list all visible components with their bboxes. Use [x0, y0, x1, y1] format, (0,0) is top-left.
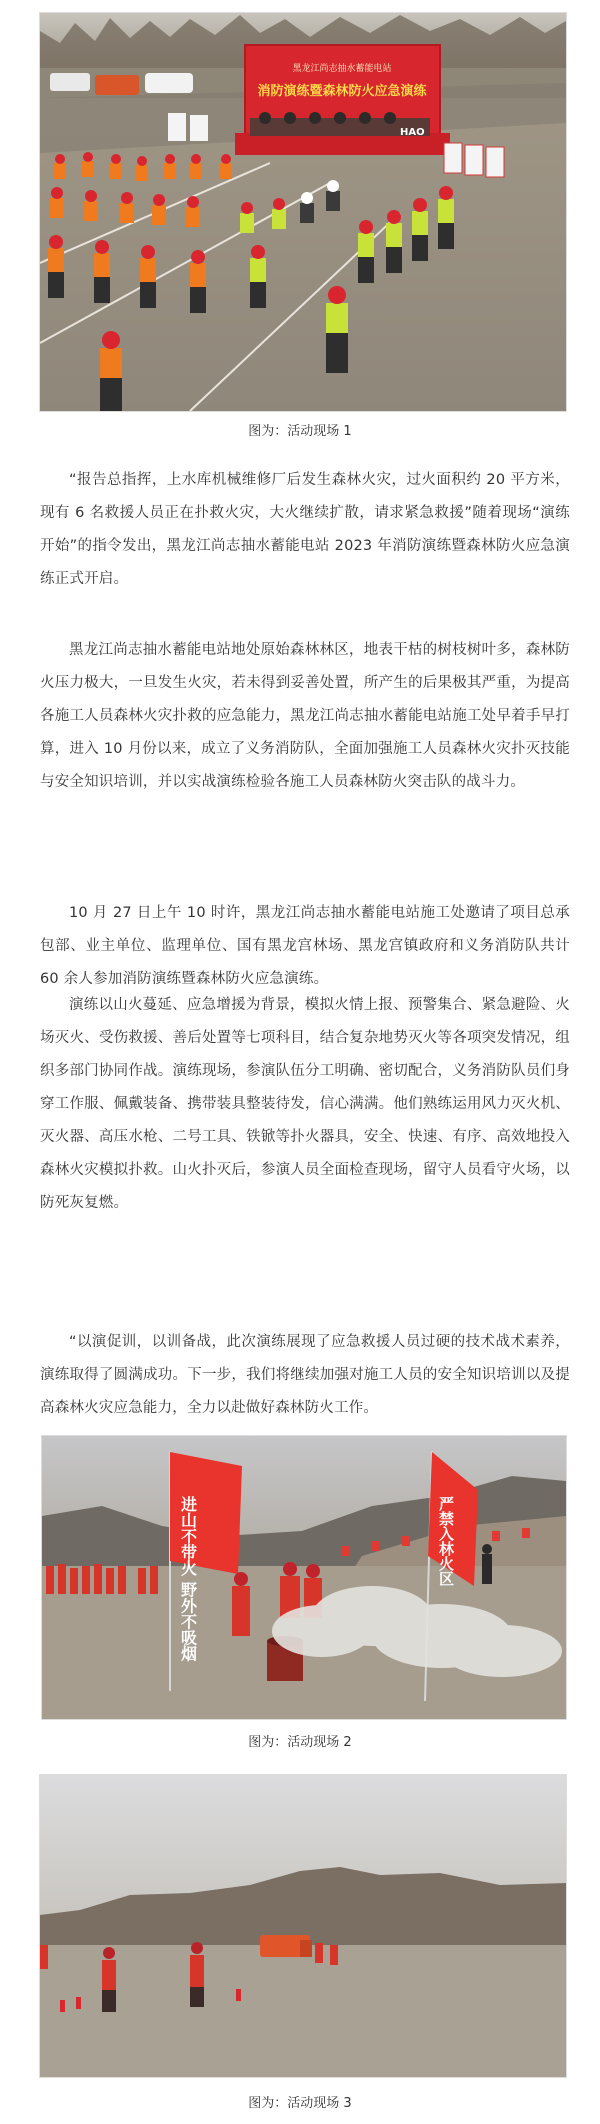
photo-1-caption: 图为：活动现场 1: [248, 424, 352, 439]
paragraph-drill-content: 演练以山火蔓延、应急增援为背景，模拟火情上报、预警集合、紧急避险、火场灭火、受伤救援、善后处置等七项科目，结合复杂地势灭火等各项突发情况，组织多部门协同作战。演练现场，参演队伍分工明确、密切配合，义务消防队员们身穿工作服、佩戴装备、携带装具整装待发，信心满满。他们熟练运用风力灭火机、灭火器、高压水枪、二号工具、铁锨等扑火器具，安全、快速、有序、高效地投入森林火灾模拟扑救。山火扑灭后，参演人员全面检查现场，留守人员看守火场，以防死灰复燃。: [40, 997, 570, 1211]
photo-2-illustration: [42, 1436, 566, 1719]
photo-2-caption: 图为：活动现场 2: [248, 1735, 352, 1750]
photo-1-illustration: [40, 13, 566, 411]
banner-title-line2: 消防演练暨森林防火应急演练: [257, 84, 427, 99]
banner-title-line1: 黑龙江尚志抽水蓄能电站: [292, 64, 392, 74]
photo-activity-scene-1: [39, 12, 567, 412]
stage-sign: HAO: [400, 127, 425, 138]
photo-3-caption: 图为：活动现场 3: [248, 2096, 352, 2111]
flag-left-slogan: 进山不带火 野外不吸烟: [178, 1496, 198, 1662]
flag-right-slogan: 严禁入林火区: [437, 1496, 455, 1586]
photo-3-illustration: [40, 1775, 566, 2077]
photo-activity-scene-2: [41, 1435, 567, 1720]
photo-activity-scene-3: [39, 1774, 567, 2078]
paragraph-conclusion: “以演促训，以训备战，此次演练展现了应急救援人员过硬的技术战术素养，演练取得了圆满成功。下一步，我们将继续加强对施工人员的安全知识培训以及提高森林火灾应急能力，全力以赴做好森林防火工作。: [40, 1334, 570, 1416]
paragraph-background: 黑龙江尚志抽水蓄能电站地处原始森林林区，地表干枯的树枝树叶多，森林防火压力极大，一旦发生火灾，若未得到妥善处置，所产生的后果极其严重，为提高各施工人员森林火灾扑救的应急能力，黑龙江尚志抽水蓄能电站施工处早着手早打算，进入 10 月份以来，成立了义务消防队，全面加强施工人员森林火灾扑灭技能与安全知识培训，并以实战演练检验各施工人员森林防火突击队的战斗力。: [40, 642, 570, 790]
paragraph-drill-start: “报告总指挥，上水库机械维修厂后发生森林火灾，过火面积约 20 平方米，现有 6 名救援人员正在扑救火灾，大火继续扩散，请求紧急救援”随着现场“演练开始”的指令发出，黑龙江尚志抽水蓄能电站 2023 年消防演练暨森林防火应急演练正式开启。: [40, 472, 570, 587]
paragraph-participants: 10 月 27 日上午 10 时许，黑龙江尚志抽水蓄能电站施工处邀请了项目总承包部、业主单位、监理单位、国有黑龙宫林场、黑龙宫镇政府和义务消防队共计 60 余人参加消防演练暨森林防火应急演练。: [40, 905, 570, 987]
